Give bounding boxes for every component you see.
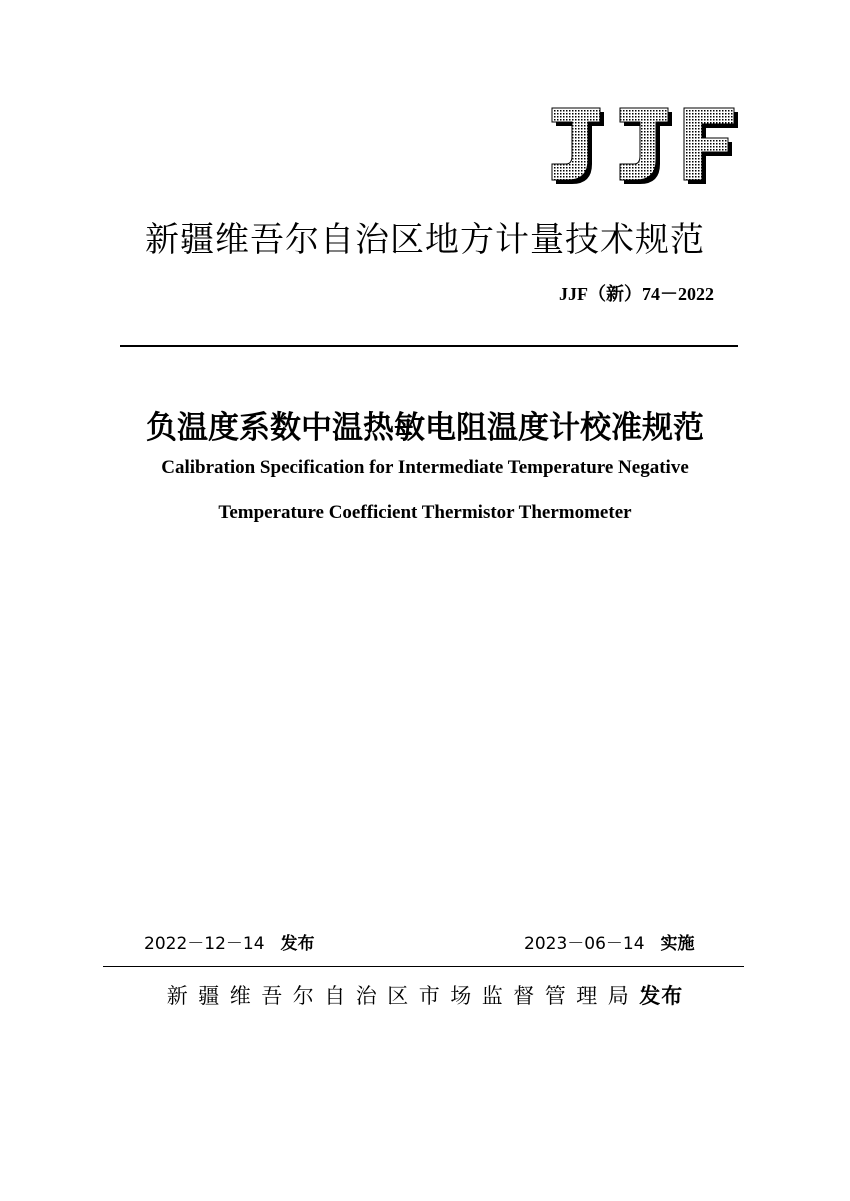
publisher-line	[0, 980, 850, 1010]
issue-date-block	[144, 929, 315, 954]
issue-label: 发布	[280, 934, 315, 954]
jjf-logo	[548, 104, 740, 188]
publisher-suffix: 发布	[639, 984, 684, 1008]
org-title: 新疆维吾尔自治区地方计量技术规范	[145, 220, 705, 260]
bottom-divider	[103, 966, 744, 967]
title-english-line2: Temperature Coefficient Thermistor Thermometer	[218, 502, 632, 523]
title-chinese: 负温度系数中温热敏电阻温度计校准规范	[146, 410, 704, 446]
issue-date: 2022－12－14	[144, 934, 265, 954]
title-english-line1: Calibration Specification for Intermediate Temperature Negative	[161, 457, 689, 478]
implement-date-block	[524, 929, 695, 954]
publisher-name: 新疆维吾尔自治区市场监督管理局	[166, 984, 640, 1008]
top-divider	[120, 345, 738, 347]
jjf-logo-graphic	[548, 104, 740, 188]
implement-date: 2023－06－14	[524, 934, 645, 954]
implement-label: 实施	[660, 934, 695, 954]
document-number: JJF（新）74－2022	[559, 284, 714, 304]
